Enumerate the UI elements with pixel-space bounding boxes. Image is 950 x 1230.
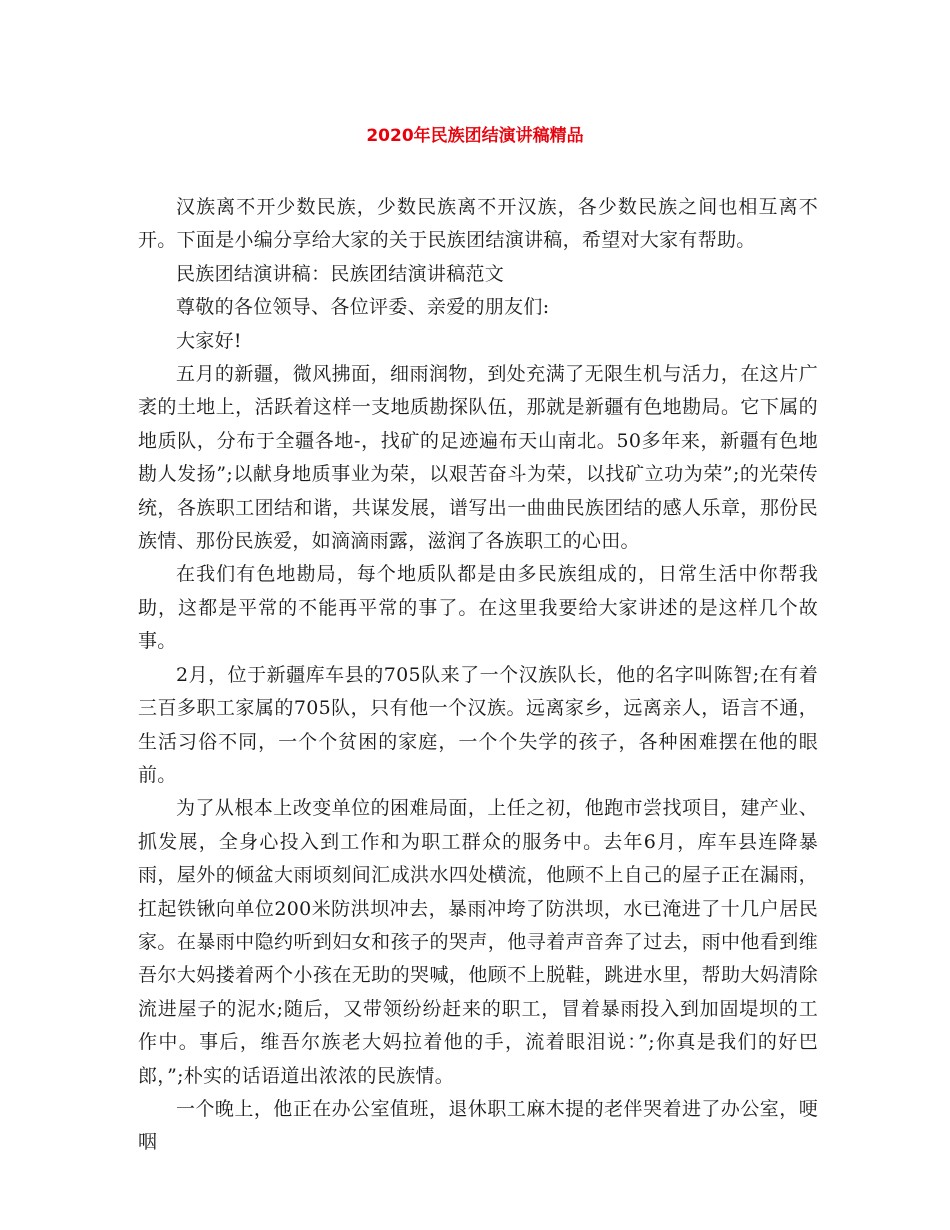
paragraph: 为了从根本上改变单位的困难局面，上任之初，他跑市尝找项目，建产业、抓发展，全身心投入到工作和为职工群众的服务中。去年6月，库车县连降暴雨，屋外的倾盆大雨顷刻间汇成洪水四处横流，他顾不上自己的屋子正在漏雨，扛起铁锹向单位200米防洪坝冲去，暴雨冲垮了防洪坝，水已淹进了十几户居民家。在暴雨中隐约听到妇女和孩子的哭声，他寻着声音奔了过去，雨中他看到维吾尔大妈搂着两个小孩在无助的哭喊，他顾不上脱鞋，跳进水里，帮助大妈清除流进屋子的泥水;随后，又带领纷纷赶来的职工，冒着暴雨投入到加固堤坝的工作中。事后，维吾尔族老大妈拉着他的手，流着眼泪说：”;你真是我们的好巴郎，”;朴实的话语道出浓浓的民族情。 (138, 797, 818, 1087)
document-title: 2020年民族团结演讲稿精品 (366, 126, 584, 146)
paragraph: 汉族离不开少数民族，少数民族离不开汉族，各少数民族之间也相互离不开。下面是小编分享给大家的关于民族团结演讲稿，希望对大家有帮助。 (138, 196, 818, 252)
paragraph: 2月，位于新疆库车县的705队来了一个汉族队长，他的名字叫陈智;在有着三百多职工家属的705队，只有他一个汉族。远离家乡，远离亲人，语言不通，生活习俗不同，一个个贫困的家庭，一个个失学的孩子，各种困难摆在他的眼前。 (138, 663, 818, 786)
paragraph: 五月的新疆，微风拂面，细雨润物，到处充满了无限生机与活力，在这片广袤的土地上，活跃着这样一支地质勘探队伍，那就是新疆有色地勘局。它下属的地质队，分布于全疆各地-，找矿的足迹遍布天山南北。50多年来，新疆有色地勘人发扬”;以献身地质事业为荣，以艰苦奋斗为荣，以找矿立功为荣”;的光荣传统，各族职工团结和谐，共谋发展，谱写出一曲曲民族团结的感人乐章，那份民族情、那份民族爱，如滴滴雨露，滋润了各族职工的心田。 (138, 363, 818, 553)
paragraph: 民族团结演讲稿：民族团结演讲稿范文 (176, 262, 505, 285)
paragraph: 尊敬的各位领导、各位评委、亲爱的朋友们: (176, 296, 550, 319)
paragraph: 大家好! (176, 329, 242, 352)
paragraph: 一个晚上，他正在办公室值班，退休职工麻木提的老伴哭着进了办公室，哽咽 (138, 1097, 818, 1154)
paragraph: 在我们有色地勘局，每个地质队都是由多民族组成的，日常生活中你帮我助，这都是平常的不能再平常的事了。在这里我要给大家讲述的是这样几个故事。 (138, 563, 818, 653)
document-body (138, 191, 818, 1160)
